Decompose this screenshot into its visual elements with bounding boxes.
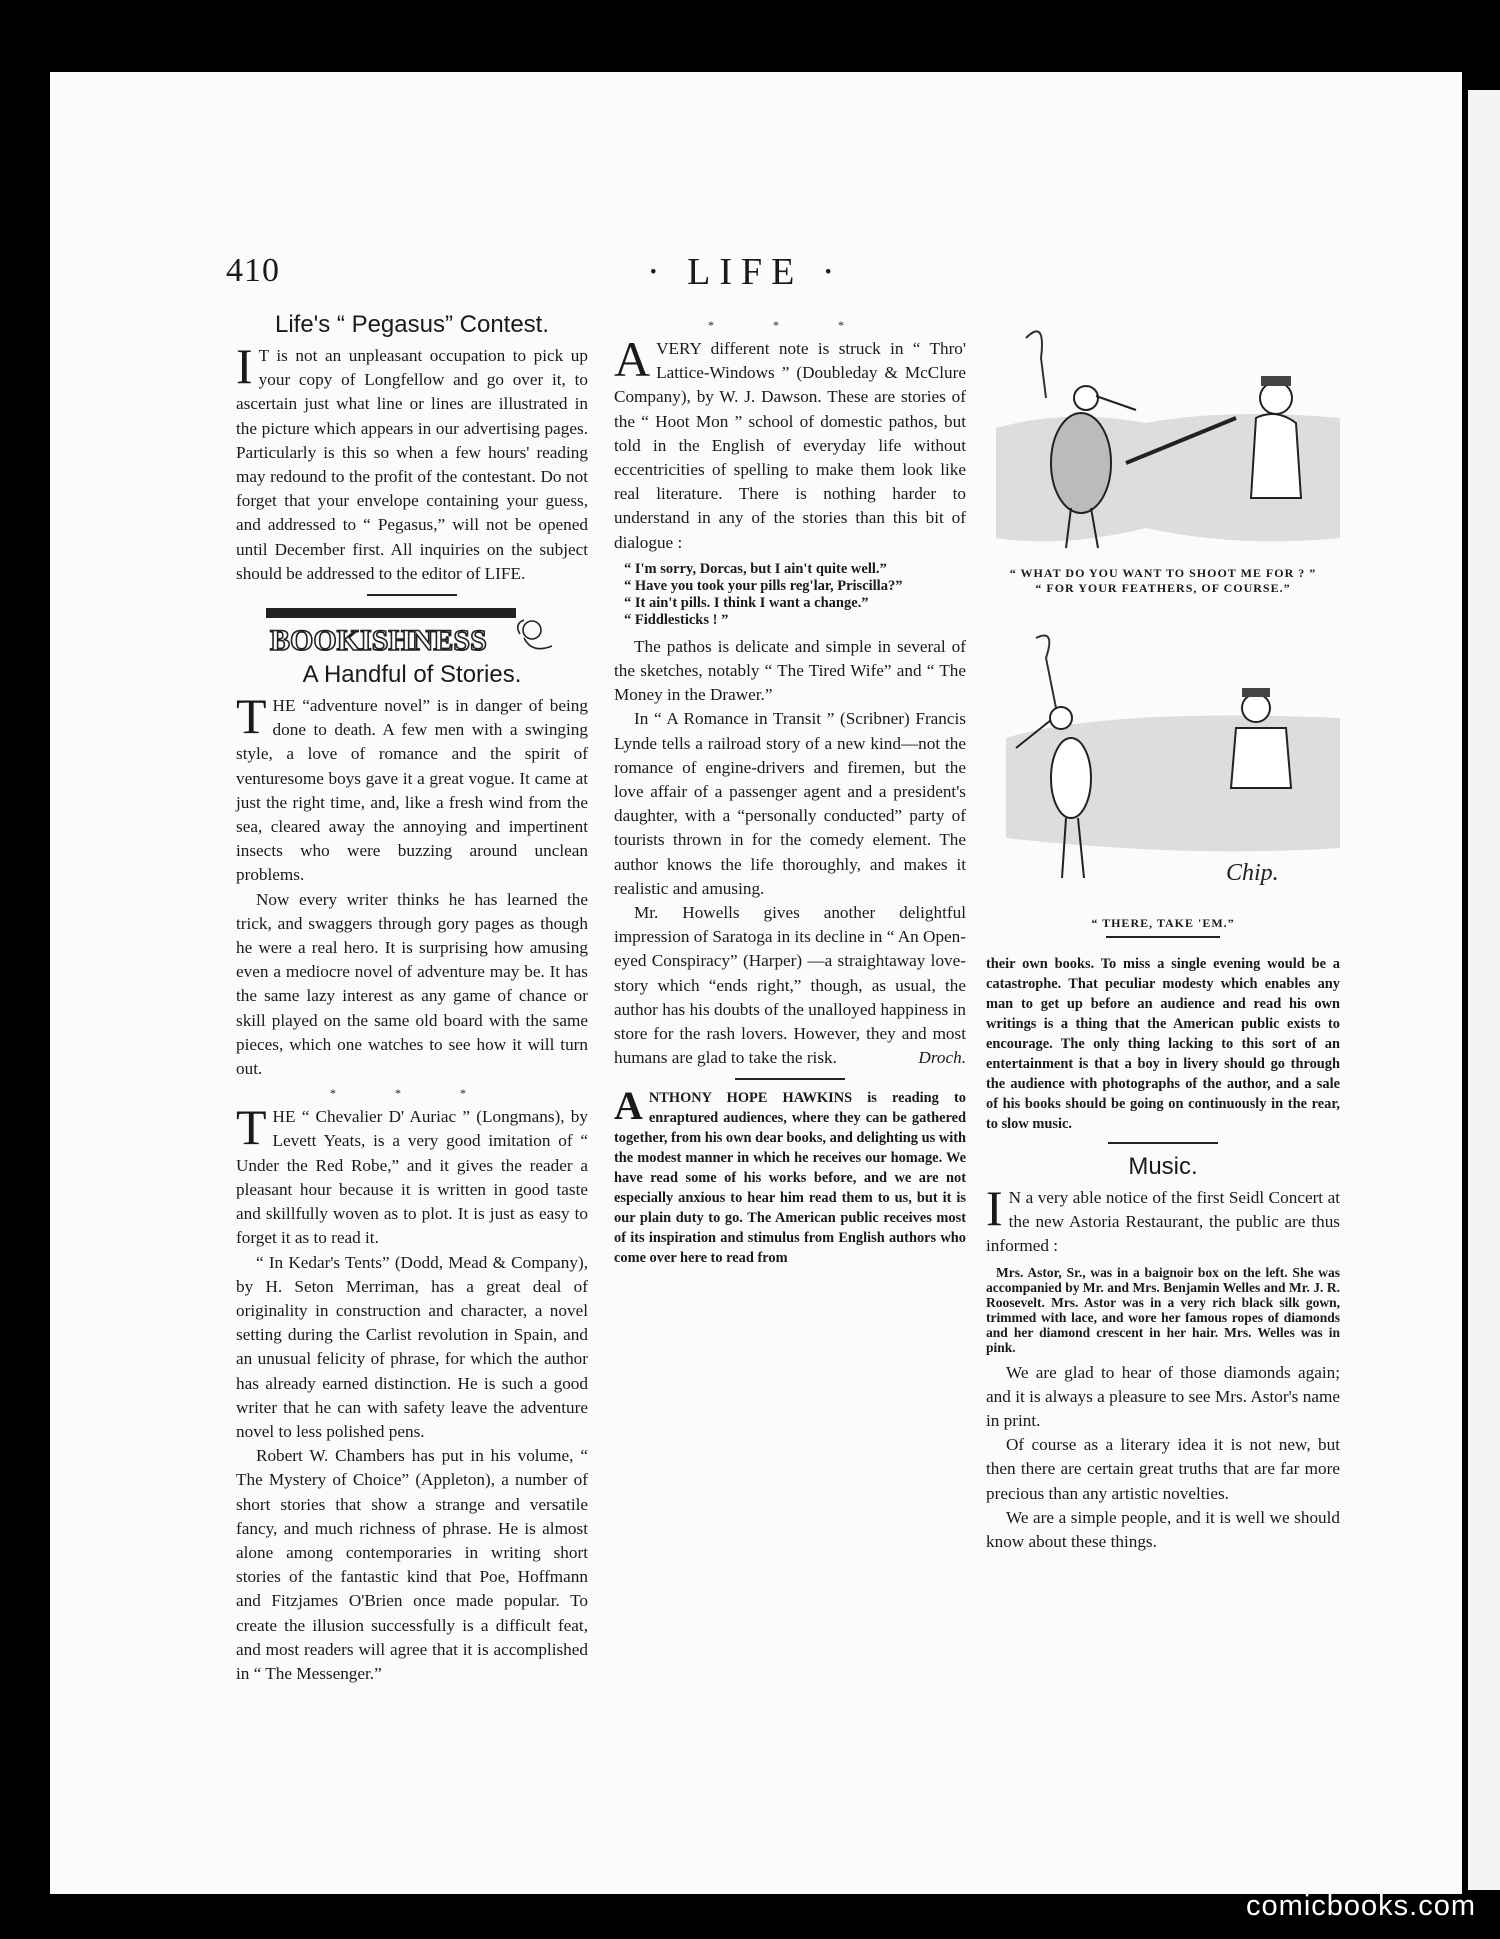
pegasus-body: I T is not an unpleasant occupation to pick up your copy of Longfellow and go over it, to ascertain just what line or lines are illustrated in the picture which appears in our advertising pages. Particularly is this so when a few hours' reading may redound to the profit of the contestant. Do not forget that your envelope containing your guess, and addressed to “ Pegasus,” will not be opened until December first. All inquiries on the subject should be addressed to the editor of LIFE. bbox=[236, 338, 588, 583]
dialogue: “ I'm sorry, Dorcas, but I ain't quite well.” “ Have you took your pills reg'lar, Priscilla?” “ It ain't pills. I think I want a change.” “ Fiddlesticks ! ” bbox=[624, 560, 903, 628]
section-stars: * * * bbox=[330, 1086, 494, 1101]
handful-p3: THE “ Chevalier D' Auriac ” (Longmans), by Levett Yeats, is a very good imitation of “ Under the Red Robe,” and it gives the reader a pleasant hour because it is written in good taste and skillfully woven as to plot. It is just as easy to forget it as to read it. bbox=[236, 1099, 588, 1248]
signature: Droch. bbox=[918, 1048, 966, 1068]
hawkins-article: ANTHONY HOPE HAWKINS is reading to enraptured audiences, where they can be gathered together, from his own dear books, and delighting us with the modest manner in which he receives our homage. We have read some of his works before, and we are not especially anxious to hear him read them to us, but it is our plain duty to go. The American public receives most of its inspiration and stimulus from English authors who come over here to read from bbox=[614, 1083, 966, 1267]
handful-p5: Robert W. Chambers has put in his volume, “ The Mystery of Choice” (Appleton), a number of short stories that show a strange and versatile fancy, and much richness of phrase. He is almost alone among contemporaries in writing short stories of the fantastic kind that Poe, Hoffmann and Fitzjames O'Brien once made popular. To create the illusion successfully is a difficult feat, and most readers will agree that it is accomplished in “ The Messenger.” bbox=[236, 1446, 588, 1683]
cartoon-caption-2: “ THERE, TAKE 'EM.” bbox=[1091, 916, 1235, 930]
music-p4: We are a simple people, and it is well we should know about these things. bbox=[986, 1507, 1340, 1552]
cartoon-heron-hunter bbox=[986, 298, 1340, 570]
music-p1: I N a very able notice of the first Seidl Concert at the new Astoria Restaurant, the public are thus informed : bbox=[986, 1180, 1340, 1256]
bookishness-logo bbox=[262, 606, 562, 658]
divider bbox=[1106, 936, 1220, 938]
handful-p6: AVERY different note is struck in “ Thro' Lattice-Windows ” (Doubleday & McClure Company), by W. J. Dawson. These are stories of the “ Hoot Mon ” school of domestic pathos, but told in the English of everyday life without eccentricities of spelling to make them look like real literature. There is nothing harder to understand in any of the stories than this bit of dialogue : bbox=[614, 331, 966, 552]
divider bbox=[367, 594, 457, 596]
handful-title: A Handful of Stories. bbox=[302, 661, 522, 689]
hawkins-continued: their own books. To miss a single evening would be a catastrophe. That peculiar modesty which enables any man to get up before an audience and read his own writings is a thing that the American public exists to encourage. The only thing lacking to this sort of an entertainment is that a boy in livery should go through the audience with photographs of the author, and a sale of his books should be going on continuously in the rear, to slow music. bbox=[986, 956, 1340, 1132]
logo-text: BOOKISHNESS bbox=[270, 624, 487, 658]
page-number: 410 bbox=[226, 252, 280, 289]
adjacent-page-edge bbox=[1468, 90, 1500, 1890]
column-2 bbox=[614, 313, 966, 1268]
handful-p7: The pathos is delicate and simple in several of the sketches, notably “ The Tired Wife” and “ The Money in the Drawer.” bbox=[614, 636, 966, 705]
watermark: comicbooks.com bbox=[1246, 1890, 1476, 1922]
cartoon-heron-plucked bbox=[986, 618, 1340, 918]
handful-p2: Now every writer thinks he has learned the trick, and swaggers through gory pages as though he were a real hero. It is surprising how amusing even a mediocre novel of adventure may be. It has the same lazy interest as any game of chance or skill played on the same old board with the same pieces, which one watches to see how it will turn out. bbox=[236, 889, 588, 1079]
divider bbox=[735, 1078, 845, 1080]
handful-p8: In “ A Romance in Transit ” (Scribner) Francis Lynde tells a railroad story of a new kind—not the romance of engine-drivers and firemen, but the love affair of a passenger agent and a president's daughter, with a “personally conducted” party of tourists thrown in for the comedy element. The author knows the life thoroughly, and makes it realistic and amusing. bbox=[614, 709, 966, 898]
music-p2: We are glad to hear of those diamonds again; and it is always a pleasure to see Mrs. Astor's name in print. bbox=[986, 1362, 1340, 1431]
music-quote: Mrs. Astor, Sr., was in a baignoir box on the left. She was accompanied by Mr. and Mrs. Benjamin Welles and Mr. J. R. Roosevelt. Mrs. Astor was in a very rich black silk gown, trimmed with lace, and wore her famous ropes of diamonds and her diamond crescent in her hair. Mrs. Welles was in pink. bbox=[986, 1264, 1340, 1355]
column-3 bbox=[986, 954, 1340, 1554]
handful-p9: Mr. Howells gives another delightful impression of Saratoga in its decline in “ An Open-eyed Conspiracy” (Harper) —a straightaway love-story which “ends right,” though, as usual, the author has his doubts of the unalloyed happiness in store for the rash lovers. However, they and most humans are glad to take the risk. Droch. bbox=[614, 901, 966, 1070]
section-stars: * * * bbox=[708, 318, 872, 332]
music-title: Music. bbox=[1128, 1153, 1198, 1180]
masthead: · LIFE · bbox=[647, 251, 844, 293]
music-p3: Of course as a literary idea it is not new, but then there are certain great truths that are far more precious than any artistic novelties. bbox=[986, 1435, 1340, 1503]
cherub-icon bbox=[518, 620, 552, 649]
divider bbox=[1108, 1142, 1218, 1144]
artist-signature: Chip. bbox=[1226, 860, 1279, 886]
cartoon-caption-1: “ WHAT DO YOU WANT TO SHOOT ME FOR ? ” “ FOR YOUR FEATHERS, OF COURSE.” bbox=[1009, 566, 1317, 595]
dropcap: I bbox=[236, 338, 253, 394]
handful-p1: THE “adventure novel” is in danger of being done to death. A few men with a swinging style, a love of romance and the spirit of venturesome boys gave it a great vogue. It came at just the right time, and, like a fresh wind from the sea, cleared away the annoying and impertinent insects who were buzzing around unclean problems. bbox=[236, 688, 588, 885]
pegasus-title: Life's “ Pegasus” Contest. bbox=[274, 311, 550, 338]
column-1 bbox=[236, 310, 588, 1686]
handful-p4: “ In Kedar's Tents” (Dodd, Mead & Company), by H. Seton Merriman, has a great deal of originality in construction and character, a novel setting during the Carlist revolution in Spain, and an unusual felicity of phrase, for which the author has already earned distinction. He is such a good writer that he can with safety leave the adventure novel to less polished pens. bbox=[236, 1252, 588, 1441]
